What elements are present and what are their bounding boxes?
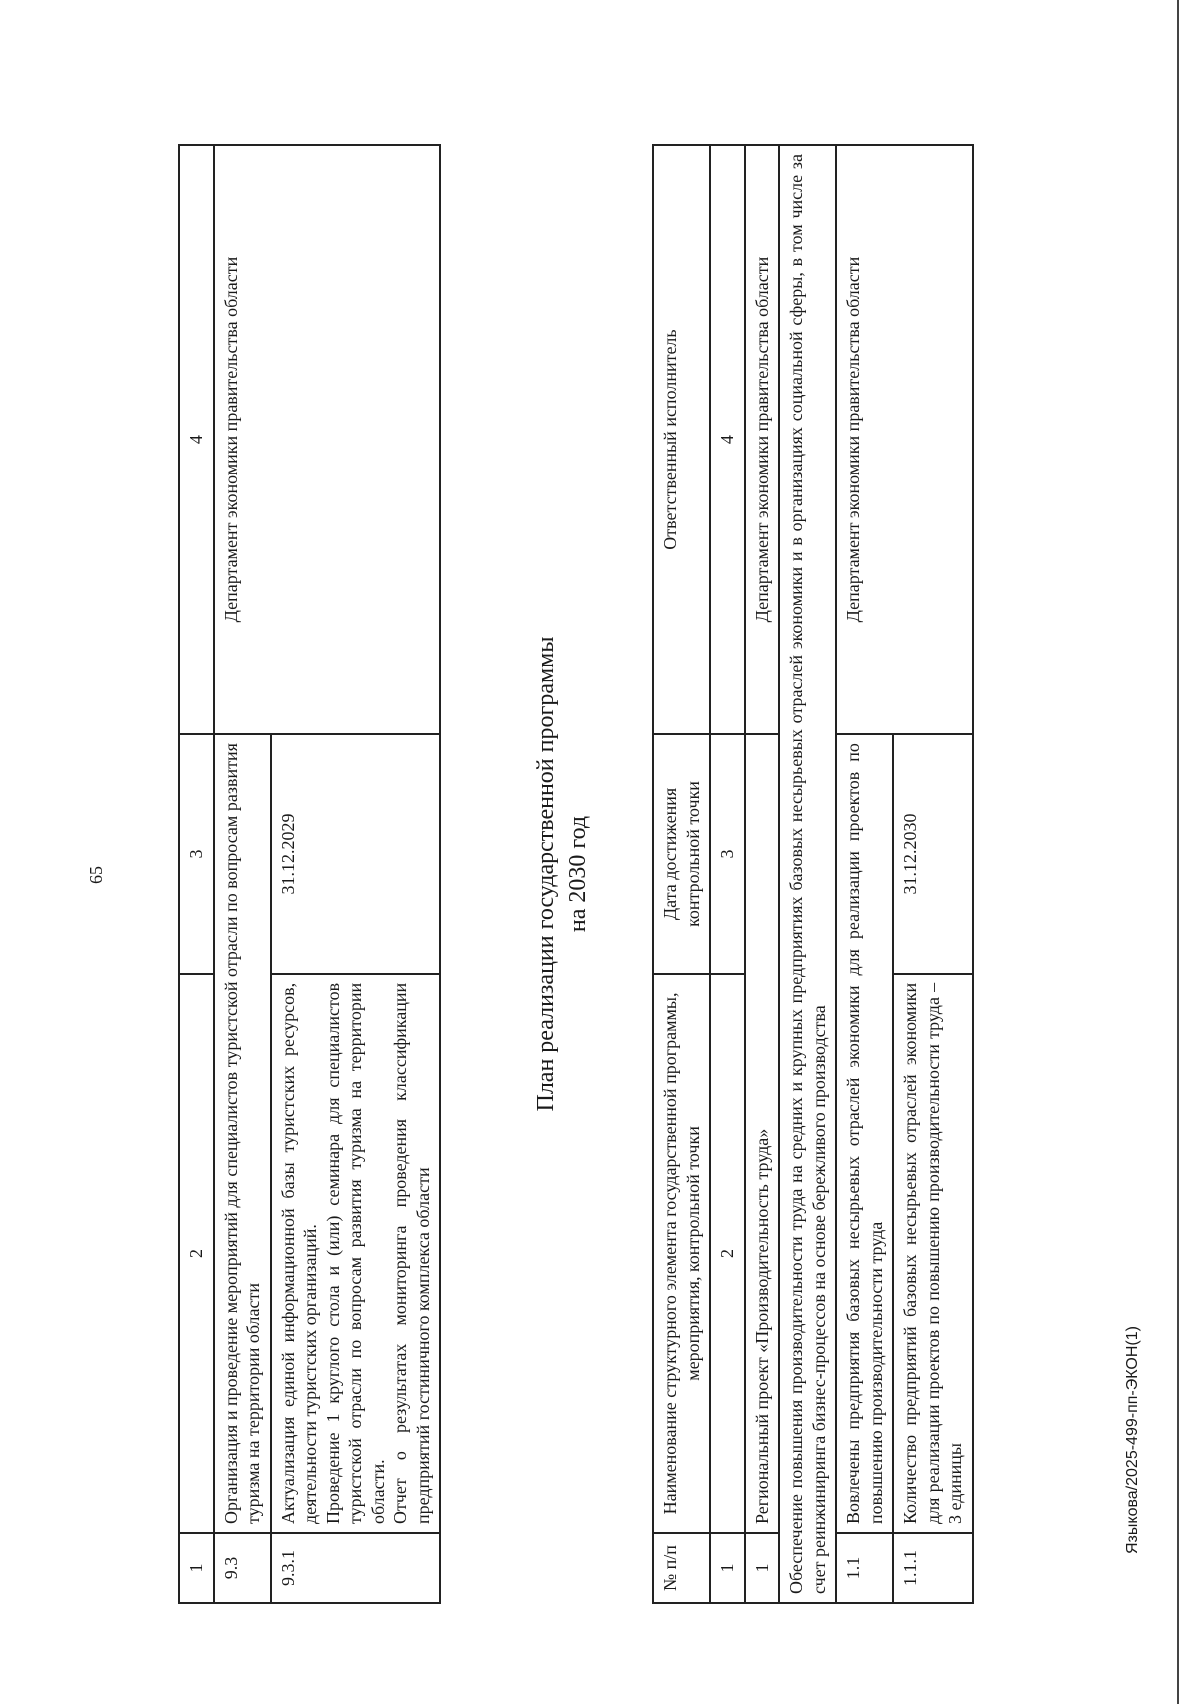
row-text-line: Проведение 1 круглого стола и (или) семинара для специалистов туристской отрасли по вопросам развития туризма на территории области. (322, 982, 388, 1525)
header-cell-2: 2 (179, 974, 214, 1533)
table-row (745, 145, 780, 1603)
header-executor: Ответственный исполнитель (653, 145, 710, 734)
table-number-row (710, 145, 745, 1603)
number-cell-2: 2 (710, 974, 745, 1533)
table-row (779, 145, 836, 1603)
number-cell-1: 1 (710, 1533, 745, 1603)
number-cell-4: 4 (710, 145, 745, 734)
row-number: 1.1.1 (893, 1533, 973, 1603)
row-number: 1 (745, 1533, 780, 1603)
heading-line-2: на 2030 год (565, 815, 592, 933)
page-number: 65 (86, 866, 106, 884)
header-date: Дата достижения контрольной точки (653, 734, 710, 974)
document-signature: Языкова/2025-499-пп-ЭКОН(1) (1124, 1326, 1141, 1554)
row-text-line: Отчет о результатах мониторинга проведения классификации предприятий гостиничного комплекса области (390, 982, 433, 1525)
row-text-line: Актуализация единой информационной базы туристских ресурсов, деятельности туристских организаций. (277, 982, 320, 1525)
row-text: Количество предприятий базовых несырьевых отраслей экономики для реализации проектов по повышению производительности труда – 3 единицы (893, 974, 973, 1533)
row-executor: Департамент экономики правительства области (214, 145, 441, 734)
table-row (214, 145, 271, 1603)
task-text: Обеспечение повышения производительности труда на средних и крупных предприятиях базовых несырьевых отраслей экономики и в организациях социальной сферы, в том числе за счет реинжиниринга бизнес-процессов на основе бережливого производства (779, 145, 836, 1603)
row-executor: Департамент экономики правительства области (836, 145, 973, 734)
header-cell-1: 1 (179, 1533, 214, 1603)
number-cell-3: 3 (710, 734, 745, 974)
table-continuation (178, 144, 441, 1604)
section-heading (530, 144, 595, 1604)
plan-table (652, 144, 974, 1604)
heading-line-1: План реализации государственной программы (533, 636, 559, 1112)
row-number: 9.3 (214, 1533, 271, 1603)
row-executor: Департамент экономики правительства области (745, 145, 780, 734)
header-cell-4: 4 (179, 145, 214, 734)
row-text: Организация и проведение мероприятий для специалистов туристской отрасли по вопросам развития туризма на территории области (214, 734, 271, 1533)
row-date: 31.12.2029 (271, 734, 441, 974)
row-date: 31.12.2030 (893, 734, 973, 974)
table-row (836, 145, 893, 1603)
row-number: 1.1 (836, 1533, 893, 1603)
table-header-row (179, 145, 214, 1603)
header-number: № п/п (653, 1533, 710, 1603)
row-text (271, 974, 441, 1533)
row-text: Вовлечены предприятия базовых несырьевых отраслей экономики для реализации проектов по повышению производительности труда (836, 734, 893, 1533)
header-cell-3: 3 (179, 734, 214, 974)
table-header-row (653, 145, 710, 1603)
header-name: Наименование структурного элемента государственной программы, мероприятия, контрольной точки (653, 974, 710, 1533)
row-number: 9.3.1 (271, 1533, 441, 1603)
edge-line (1177, 0, 1179, 1704)
row-text: Региональный проект «Производительность труда» (745, 734, 780, 1533)
